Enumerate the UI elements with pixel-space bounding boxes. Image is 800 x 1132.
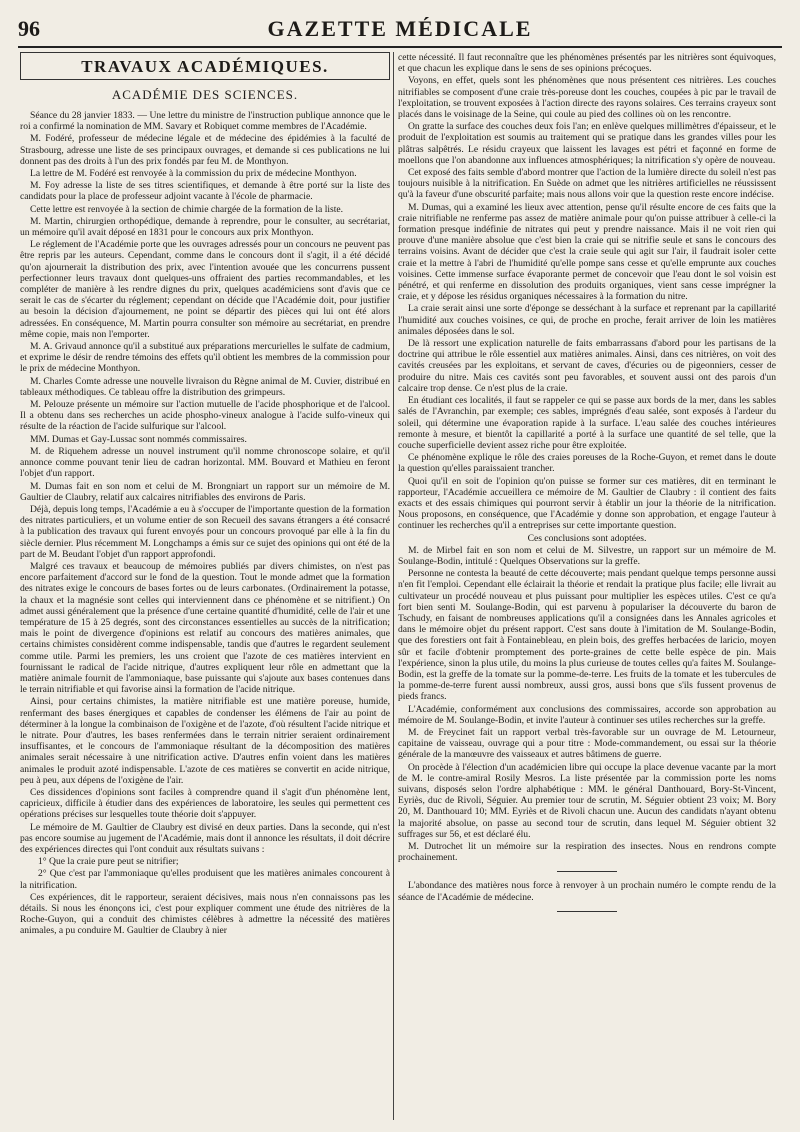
paragraph: M. de Mirbel fait en son nom et celui de M. Silvestre, un rapport sur un mémoire de M. Soulange-Bodin, intitulé : Quelques Observations sur la greffe. bbox=[398, 544, 776, 567]
paragraph: On procède à l'élection d'un académicien libre qui occupe la place devenue vacante par la mort de M. le contre-amiral Rosily Mesros. La liste présentée par la commission porte les noms suivans, disposés selon l'ordre alphabétique : MM. le général Danthouard, Bory-St-Vincent, Eyriès, duc de Rivoli, Séguier. Au premier tour de scrutin, M. Séguier obtient 23 voix; M. Bory 20, M. Danthouard 10; MM. Eyriès et de Rivoli chacun une. Aucun des candidats n'ayant obtenu la majorité absolue, on passe au second tour de scrutin, dans lequel M. Séguier obtient 32 suffrages sur 56, et est déclaré élu. bbox=[398, 761, 776, 840]
paragraph: M. Foy adresse la liste de ses titres scientifiques, et demande à être porté sur la liste des candidats pour la place de professeur adjoint vacante à l'école de pharmacie. bbox=[20, 180, 390, 203]
section-title: TRAVAUX ACADÉMIQUES. bbox=[81, 57, 329, 76]
paragraph: Ces dissidences d'opinions sont faciles à comprendre quand il s'agit d'un phénomène lent, capricieux, difficile à étudier dans des expériences de laboratoire, les seules qui permettent ces opérations précises sur lesquelles toute théorie doit s'appuyer. bbox=[20, 786, 390, 821]
section-divider bbox=[557, 871, 617, 872]
paragraph: Quoi qu'il en soit de l'opinion qu'on puisse se former sur ces matières, dit en terminant le rapporteur, l'Académie accueillera ce mémoire de M. Gaultier de Claubry : il contient des faits exacts et des essais chimiques qui pourront servir à établir un jour la théorie de la nitrification. Nous proposons, en conséquence, que l'Académie y donne son approbation, et engage l'auteur à continuer les recherches qu'il a entreprises sur cette importante question. bbox=[398, 475, 776, 532]
paragraph: MM. Dumas et Gay-Lussac sont nommés commissaires. bbox=[30, 433, 247, 445]
page-number: 96 bbox=[18, 16, 40, 41]
paragraph: M. Fodéré, professeur de médecine légale et de médecine des épidémies à la faculté de Strasbourg, adresse une liste de ses principaux ouvrages, et demande si ces publications ne lui donnent pas des droits à l'un des prix fondés par feu M. de Monthyon. bbox=[20, 133, 390, 167]
paragraph: La craie serait ainsi une sorte d'éponge se desséchant à la surface et reprenant par la capillarité l'humidité aux couches voisines, ce qui, de proche en proche, ferait arriver de loin les matières animales déposées dans le sol. bbox=[398, 303, 776, 337]
paragraph: M. Martin, chirurgien orthopédique, demande à reprendre, pour le consulter, au secrétariat, un mémoire qu'il avait déposé en 1831 pour le concours aux prix Monthyon. bbox=[20, 215, 390, 239]
section-title-box bbox=[20, 52, 390, 80]
page-header bbox=[18, 12, 782, 48]
paragraph: L'Académie, conformément aux conclusions des commissaires, accorde son approbation au mémoire de M. Soulange-Bodin, et invite l'auteur à continuer ses utiles recherches sur la greffe. bbox=[398, 703, 776, 726]
right-column bbox=[398, 52, 776, 1122]
closing-note: L'abondance des matières nous force à renvoyer à un prochain numéro le compte rendu de la séance de l'Académie de médecine. bbox=[398, 880, 776, 903]
paragraph: Le mémoire de M. Gaultier de Claubry est divisé en deux parties. Dans la seconde, qui n'est pas encore soumise au jugement de l'Académie, mais dont il annonce les résultats, il doit décrire des expériences directes qui l'ont conduit aux résultats suivans : bbox=[20, 821, 390, 855]
paragraph: M. A. Grivaud annonce qu'il a substitué aux préparations mercurielles le sulfate de cadmium, et exprime le désir de rendre témoins des effets qu'il obtient les membres de la commission pour le prix de médecine Monthyon. bbox=[20, 341, 390, 375]
column-divider bbox=[393, 52, 394, 1120]
paragraph: Cette lettre est renvoyée à la section de chimie chargée de la formation de la liste. bbox=[30, 203, 344, 215]
paragraph: M. Pelouze présente un mémoire sur l'action mutuelle de l'acide phosphorique et de l'alcool. Il a obtenu dans ses recherches un acide phospho-vineux analogue à l'acide sulfo-vineux qui résulte de la réaction de l'acide sulfurique sur l'alcool. bbox=[20, 399, 390, 433]
paragraph: Séance du 28 janvier 1833. — Une lettre du ministre de l'instruction publique annonce que le roi a confirmé la nomination de MM. Savary et Robiquet comme membres de l'Académie. bbox=[20, 110, 390, 133]
paragraph: cette nécessité. Il faut reconnaître que les phénomènes présentés par les nitrières sont équivoques, et que chacun les explique dans le sens de ses opinions précoçues. bbox=[398, 52, 776, 75]
paragraph: M. de Riquehem adresse un nouvel instrument qu'il nomme chronoscope solaire, et qu'il annonce comme pouvant tenir lieu de cadran horizontal. MM. Bouvard et Mathieu en feront l'objet d'un rapport. bbox=[20, 445, 390, 480]
paragraph: Ces conclusions sont adoptées. bbox=[527, 532, 647, 544]
list-item: 2° Que c'est par l'ammoniaque qu'elles produisent que les matières animales concourent à la nitrification. bbox=[20, 868, 390, 891]
end-divider bbox=[557, 911, 617, 912]
paragraph: Voyons, en effet, quels sont les phénomènes que nous présentent ces nitrières. Les couches nitrifiables se composent d'une craie très-poreuse dont les couches, coupées à pic par le travail de l'exploitation, se trouvent exposées à l'action directe des rayons solaires. Ces terrains crayeux sont placés dans le voisinage de la Seine, qui coule au pied des collines où on les rencontre. bbox=[398, 75, 776, 121]
paragraph: Ces expériences, dit le rapporteur, seraient décisives, mais nous n'en connaissons pas les détails. Si nous les énonçons ici, c'est pour expliquer comment une étude des nitrières de la Roche-Guyon, qui a conduit des chimistes célèbres à admettre la nécessité des matières animales, a pu conduire M. Gaultier de Claubry à nier bbox=[20, 891, 390, 937]
paragraph: La lettre de M. Fodéré est renvoyée à la commission du prix de médecine Monthyon. bbox=[30, 168, 357, 180]
paragraph: Déjà, depuis long temps, l'Académie a eu à s'occuper de l'importante question de la formation des nitrates particuliers, et un volume entier de son Recueil des savans étrangers a été consacré à la publication des travaux qui furent envoyés pour un concours provoqué par elle à la fin du siècle dernier. Plus récemment M. Longchamps a émis sur ce sujet des opinions qui ont été de la part de M. Beudant l'objet d'un rapport approfondi. bbox=[20, 503, 390, 560]
paragraph: Personne ne contesta la beauté de cette découverte; mais pendant quelque temps personne aussi n'en fit l'emploi. Cependant elle éclairait la théorie et rendait la pratique plus facile; elle livrait au cultivateur un procédé nouveau et plus puissant pour multiplier les espèces utiles. C'est ce qu'a fort bien senti M. Soulange-Bodin, qui est parvenu à populariser la découverte du baron de Tschudy, en faisant de nombreuses applications qu'il a consignées dans les Annales agricoles et dans le mémoire objet du présent rapport. C'est sans doute à l'imitation de M. Soulange-Bodin, que des forestiers ont fait à Fontainebleau, en plein bois, des greffes herbacées de laricio, moyen sûr et facile d'obtenir promptement des porte-graines de cette belle espèce de pin. Mais l'expérience, sinon la plus utile, du moins la plus curieuse de toutes celles qu'a faites M. Soulange-Bodin, est la greffe de la tomate sur la pomme-de-terre. Les fruits de la tomate et les tubercules de la pomme-de-terre furent aussi nombreux, aussi gros, aussi bons que s'ils fussent provenus de pieds francs. bbox=[398, 568, 776, 703]
paragraph: En étudiant ces localités, il faut se rappeler ce qui se passe aux bords de la mer, dans les sables salés de l'Avranchin, par exemple; ces sables, imprégnés d'eau salée, sont exposés à l'ardeur du soleil, qui détermine une évaporation rapide à la surface. L'eau salée des couches intérieures remonte à mesure, et bientôt la capillarité a porté à la surface une quantité de sel telle, que la couche superficielle devient assez riche pour être exploitée. bbox=[398, 395, 776, 451]
left-column bbox=[20, 52, 390, 1122]
section-subtitle: ACADÉMIE DES SCIENCES. bbox=[111, 87, 299, 102]
paragraph: M. Dutrochet lit un mémoire sur la respiration des insectes. Nous en rendrons compte prochainement. bbox=[398, 841, 776, 864]
paragraph: Ainsi, pour certains chimistes, la matière nitrifiable est une matière poreuse, humide, renfermant des bases énergiques et capables de condenser les élémens de l'air au point de déterminer à la longue la combinaison de l'oxigène et de l'azote, d'où résultent l'acide nitrique et le nitrate. Pour d'autres, les bases renfermées dans le terrain nitrier seraient ordinairement insuffisantes, et le concours de l'ammoniaque résultant de la décomposition des matières animales serait nécessaire à une nitrification active. D'autres enfin voient dans les matières animales le produit azoté indispensable. L'azote de ces matières se convertit en acide nitrique, peu à peu, aux dépens de l'oxigène de l'air. bbox=[20, 696, 390, 786]
paragraph: Malgré ces travaux et beaucoup de mémoires publiés par divers chimistes, on n'est pas encore parfaitement d'accord sur le fond de la question. Tout le monde admet que la formation des nitrates exige le concours de bases fortes ou de leurs carbonates. (Ordinairement la potasse, la chaux et la magnésie sont celles qui interviennent dans ce phénomène et se nitrifient.) On admet aussi généralement que la présence d'une certaine quantité d'humidité, celle de l'air et une température de 15 à 25 degrés, sont des circonstances essentielles au succès de la nitrification; mais le point de divergence d'opinions est relatif au concours des matières animales, que certains chimistes considèrent comme indispensable, tandis que d'autres le regardent seulement comme utile. Parmi les premiers, les uns croient que l'azote de ces matières intervient en fournissant le radical de l'acide nitrique, d'autres expliquent leur rôle en admettant que la matière animale fournit de l'ammoniaque, base puissante qui s'ajoute aux bases contenues dans le terrain nitrifiable et qui favorise ainsi la formation de l'acide nitrique. bbox=[20, 560, 390, 696]
paragraph: M. Charles Comte adresse une nouvelle livraison du Règne animal de M. Cuvier, distribué en tableaux méthodiques. Ce tableau offre la distribution des grimpeurs. bbox=[20, 375, 390, 398]
paragraph: Ce phénomène explique le rôle des craies poreuses de la Roche-Guyon, et remet dans le doute la question qu'elles paraissaient trancher. bbox=[398, 452, 776, 475]
paragraph: On gratte la surface des couches deux fois l'an; en enlève quelques millimètres d'épaisseur, et le produit de l'exploitation est soumis au traitement qui se pratique dans les grandes villes pour les plâtras salpêtrés. Le résidu crayeux que laissent les lavages est pétri et façonné en forme de moellons que l'on abandonne aux influences atmosphériques; la nitrification s'y opère de nouveau. bbox=[398, 121, 776, 166]
paragraph: Cet exposé des faits semble d'abord montrer que l'action de la lumière directe du soleil n'est pas toujours nuisible à la nitrification. En Suède on admet que les nitrières artificielles ne réussissent qu'à la faveur d'une obscurité parfaite; mais nous allons voir que la question reste encore indécise. bbox=[398, 167, 776, 201]
paragraph: De là ressort une explication naturelle de faits embarrassans d'abord pour les partisans de la doctrine qui attribue le rôle essentiel aux matières animales. Ainsi, dans ces nitrières, on voit des cavités creusées par les exploitans, et servant de caves, d'écuries ou de pigeonniers, cesser de produire du nitre. Mais ces cavités sont peu favorables, et souvent aussi ont des parois d'un calcaire trop dense. Ce n'est plus de la craie. bbox=[398, 338, 776, 394]
paragraph: Le réglement de l'Académie porte que les ouvrages adressés pour un concours ne peuvent pas être repris par les auteurs. Cependant, comme dans le concours dont il s'agit, il a été décidé qu'on ajournerait la distribution des prix, avec l'intention avouée que les concurrens pussent perfectionner leurs travaux dont quelques-uns offraient des parties recommandables, et les compléter de manière à les rendre dignes du prix, quelques académiciens sont d'avis que ce serait le cas de s'écarter du réglement; cependant on décide que l'Académie doit, pour justifier au besoin la décision d'ajournement, ne point se départir des pièces qui lui ont été alors adressées. En conséquence, M. Martin pourra consulter son mémoire au secrétariat, en prendre même copie, mais non l'emporter. bbox=[20, 239, 390, 340]
paragraph: M. Dumas, qui a examiné les lieux avec attention, pense qu'il résulte encore de ces faits que la craie nitrifiable ne renferme pas assez de matière animale pour qu'on puisse attribuer à celle-ci la formation presque indéfinie de nitrates qui peut y prendre naissance. Mais il ne voit rien qui prouve d'une manière absolue que c'est bien la craie qui se nitrifie seule et sans le concours des terrains voisins. Avant de décider que c'est la craie seule qui agit sur l'air, il faudrait isoler cette craie et la mettre à l'abri de l'humidité qu'elle pompe sans cesse et qu'elle emprunte aux couches voisines. Cette immense surface évaporante permet de concevoir que l'eau dont le sol voisin est pénétré, et qui renferme en dissolution des produits organiques, vient sans cesse imprégner la craie, et y dépose les résidus organiques nécessaires à la formation du nitre. bbox=[398, 201, 776, 303]
paragraph: M. Dumas fait en son nom et celui de M. Brongniart un rapport sur un mémoire de M. Gaultier de Claubry, relatif aux calcaires nitrifiables des environs de Paris. bbox=[20, 480, 390, 503]
journal-title: GAZETTE MÉDICALE bbox=[267, 16, 533, 41]
list-item: 1° Que la craie pure peut se nitrifier; bbox=[38, 856, 179, 868]
paragraph: M. de Freycinet fait un rapport verbal très-favorable sur un ouvrage de M. Letourneur, capitaine de vaisseau, ouvrage qui a pour titre : Mode-commandement, ou essai sur la théorie générale de la manœuvre des vaisseaux et autres bâtimens de guerre. bbox=[398, 726, 776, 761]
